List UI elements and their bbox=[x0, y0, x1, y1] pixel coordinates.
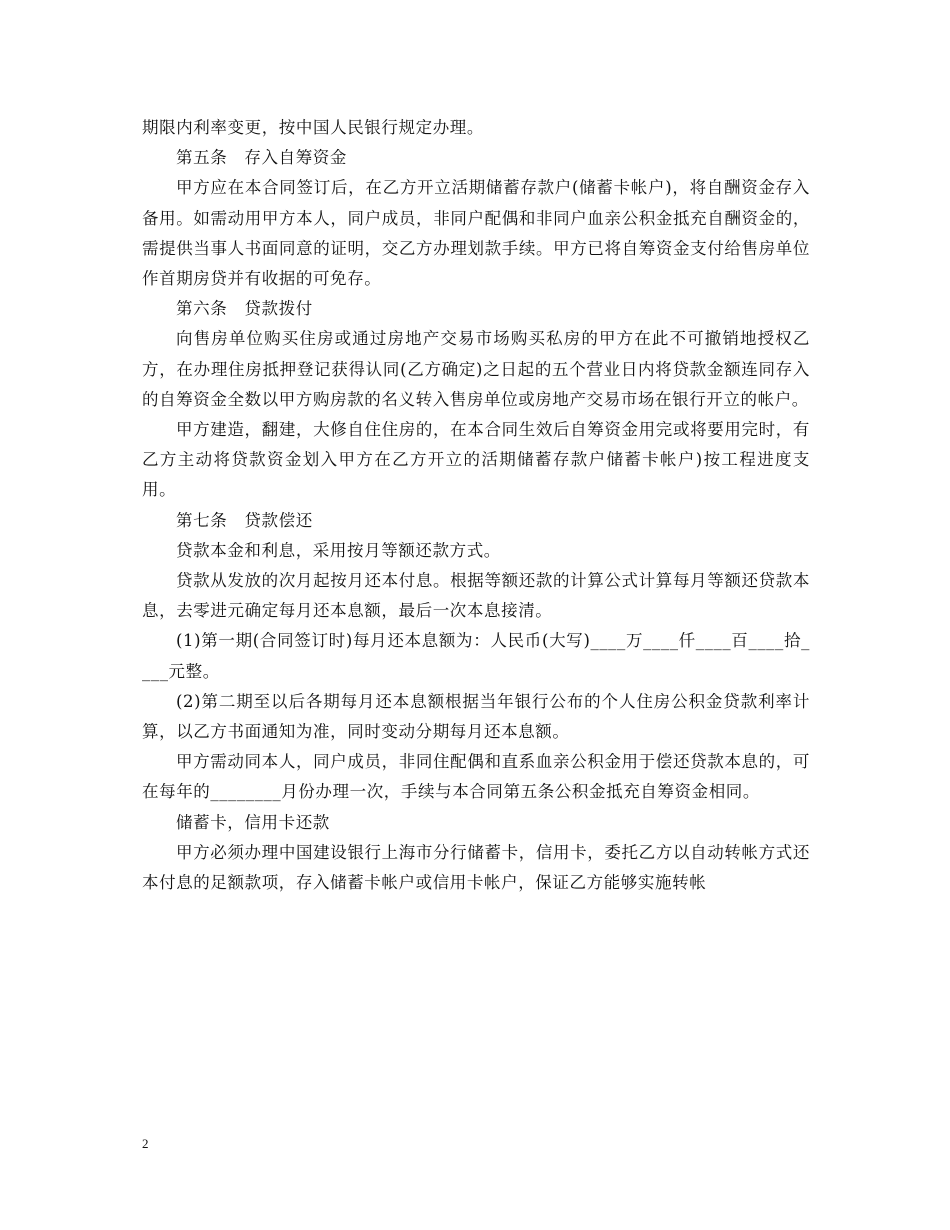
article-6-paragraph-2: 甲方建造，翻建，大修自住住房的，在本合同生效后自筹资金用完或将要用完时，有乙方主动将贷款资金划入甲方在乙方开立的活期储蓄存款户储蓄卡帐户)按工程进度支用。 bbox=[142, 420, 810, 500]
article-7-paragraph-1: 贷款本金和利息，采用按月等额还款方式。 bbox=[176, 540, 501, 560]
article-6-paragraph-1: 向售房单位购买住房或通过房地产交易市场购买私房的甲方在此不可撤销地授权乙方，在办理住房抵押登记获得认同(乙方确定)之日起的五个营业日内将贷款金额连同存入的自筹资金全数以甲方购房款的名义转入售房单位或房地产交易市场在银行开立的帐户。 bbox=[142, 329, 810, 409]
article-5-paragraph: 甲方应在本合同签订后，在乙方开立活期储蓄存款户(储蓄卡帐户)，将自酬资金存入备用。如需动用甲方本人，同户成员，非同户配偶和非同户血亲公积金抵充自酬资金的，需提供当事人书面同意的证明，交乙方办理划款手续。甲方已将自筹资金支付给售房单位作首期房贷并有收据的可免存。 bbox=[142, 178, 810, 289]
article-6-heading: 第六条 贷款拨付 bbox=[176, 299, 313, 319]
card-repayment-paragraph: 甲方必须办理中国建设银行上海市分行储蓄卡，信用卡，委托乙方以自动转帐方式还本付息的足额款项，存入储蓄卡帐户或信用卡帐户，保证乙方能够实施转帐 bbox=[142, 842, 810, 893]
page-number: 2 bbox=[142, 1136, 149, 1151]
article-7-paragraph-3: 甲方需动同本人，同户成员，非同住配偶和直系血亲公积金用于偿还贷款本息的，可在每年的________月份办理一次，手续与本合同第五条公积金抵充自筹资金相同。 bbox=[142, 752, 810, 802]
article-7-item-1: (1)第一期(合同签订时)每月还本息额为：人民币(大写)____万____仟____百____拾____元整。 bbox=[142, 631, 810, 681]
document-body bbox=[142, 113, 810, 898]
article-7-heading: 第七条 贷款偿还 bbox=[176, 510, 313, 530]
article-5-heading: 第五条 存入自筹资金 bbox=[176, 148, 347, 168]
paragraph-interest-rate-continuation: 期限内利率变更，按中国人民银行规定办理。 bbox=[142, 118, 484, 137]
article-7-paragraph-2: 贷款从发放的次月起按月还本付息。根据等额还款的计算公式计算每月等额还贷款本息，去零进元确定每月还本息额，最后一次本息接清。 bbox=[142, 571, 810, 621]
article-7-item-2: (2)第二期至以后各期每月还本息额根据当年银行公布的个人住房公积金贷款利率计算，以乙方书面通知为准，同时变动分期每月还本息额。 bbox=[142, 691, 810, 742]
card-repayment-heading: 储蓄卡，信用卡还款 bbox=[176, 812, 330, 832]
